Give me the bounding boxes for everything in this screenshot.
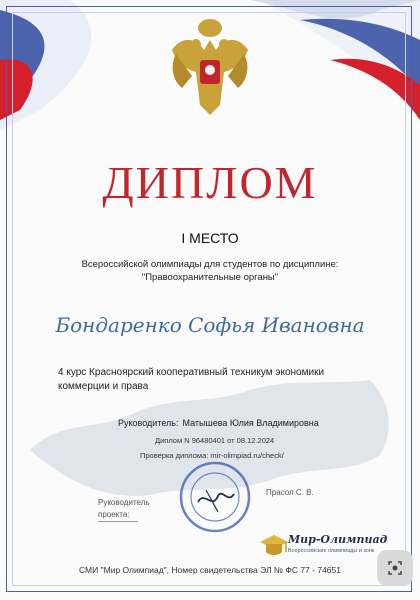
verification-link[interactable]: Проверка диплома: mir-olimpiad.ru/check/ — [140, 451, 284, 460]
diploma-title: ДИПЛОМ — [102, 157, 318, 208]
subtitle-line-2: "Правоохранительные органы" — [141, 272, 279, 283]
diploma-number: Диплом N 96480401 от 08.12.2024 — [155, 436, 275, 445]
logo-name: Мир-Олимпиад — [288, 533, 388, 546]
image-search-button[interactable] — [377, 550, 413, 586]
round-stamp — [178, 460, 252, 534]
olympiad-subtitle — [60, 258, 360, 284]
supervisor-line — [118, 418, 319, 428]
recipient-name: Бондаренко Софья Ивановна — [55, 313, 365, 337]
double-headed-eagle-emblem — [162, 10, 258, 120]
course-institution: 4 курс Красноярский кооперативный техникум экономики коммерции и права — [58, 367, 325, 392]
footer-registration: СМИ "Мир Олимпиад", Номер свидетельства ЭЛ № ФС 77 - 74651 — [79, 565, 341, 575]
supervisor-label: Руководитель: — [118, 418, 179, 428]
place-text: I МЕСТО — [181, 230, 239, 246]
lens-icon — [386, 559, 404, 577]
subtitle-line-1: Всероссийской олимпиады для студентов по дисциплине: — [81, 259, 339, 270]
logo-tagline: Всероссийские олимпиады и конк — [288, 548, 375, 554]
project-leader-label: Руководитель проекта: — [98, 498, 150, 519]
signer-name: Прасол С. В. — [266, 488, 314, 497]
supervisor-name: Матышева Юлия Владимировна — [182, 418, 319, 428]
signature-line — [98, 521, 138, 522]
